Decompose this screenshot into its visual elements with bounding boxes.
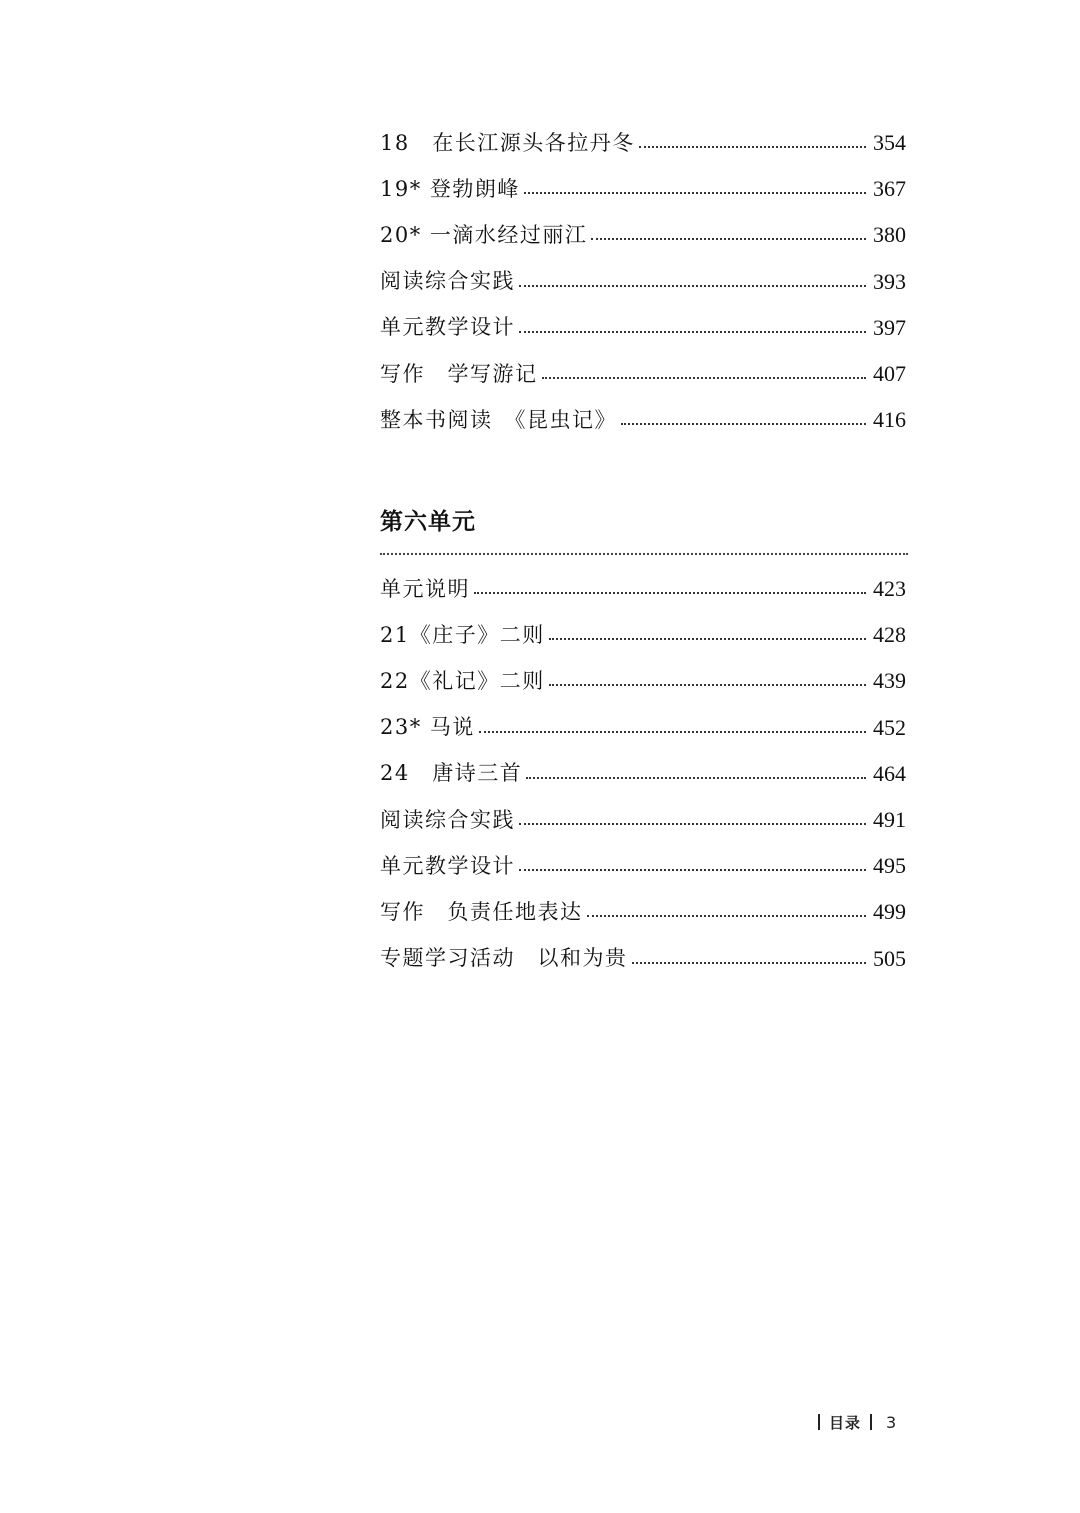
toc-entry-page: 397 <box>873 314 906 340</box>
toc-entry-title: 19* 登勃朗峰 <box>380 176 520 201</box>
toc-entry[interactable] <box>380 612 906 658</box>
dot-leader <box>549 684 866 686</box>
dot-leader <box>542 377 867 379</box>
toc-entry-title: 24 唐诗三首 <box>380 761 523 786</box>
footer-divider-right <box>870 1414 872 1430</box>
dot-leader <box>519 331 866 333</box>
footer-section-label: 目录 <box>829 1413 862 1432</box>
toc-entry-title: 单元教学设计 <box>380 853 515 878</box>
toc-entry-page: 452 <box>873 714 906 740</box>
toc-entry-title: 20* 一滴水经过丽江 <box>380 222 588 247</box>
toc-entry[interactable] <box>380 889 906 935</box>
toc-entry[interactable] <box>380 658 906 704</box>
toc-entry[interactable] <box>380 797 906 843</box>
toc-entry-title: 21《庄子》二则 <box>380 622 545 647</box>
toc-entry[interactable] <box>380 936 906 982</box>
toc-entry[interactable] <box>380 166 906 212</box>
toc-entry-title: 单元说明 <box>380 576 470 601</box>
toc-entry[interactable] <box>380 120 906 166</box>
toc-entry-page: 423 <box>873 576 906 602</box>
toc-entry-title: 写作 负责任地表达 <box>380 899 583 924</box>
toc-entry[interactable] <box>380 843 906 889</box>
toc-entry[interactable] <box>380 305 906 351</box>
toc-entry-page: 495 <box>873 853 906 879</box>
dot-leader <box>591 238 866 240</box>
toc-entry-page: 428 <box>873 622 906 648</box>
unit-heading: 第六单元 <box>380 509 476 535</box>
dot-leader <box>524 192 866 194</box>
toc-entry[interactable] <box>380 397 906 443</box>
toc-entry-title: 22《礼记》二则 <box>380 668 545 693</box>
toc-list-bottom <box>380 566 906 982</box>
toc-entry-page: 407 <box>873 361 906 387</box>
unit-divider <box>380 553 908 555</box>
toc-entry-page: 491 <box>873 807 906 833</box>
toc-entry-page: 464 <box>873 760 906 786</box>
toc-entry-title: 专题学习活动 以和为贵 <box>380 946 628 971</box>
toc-entry[interactable] <box>380 212 906 258</box>
dot-leader <box>479 731 866 733</box>
dot-leader <box>519 285 866 287</box>
toc-entry[interactable] <box>380 566 906 612</box>
page-footer <box>818 1407 896 1437</box>
toc-entry-page: 416 <box>873 407 906 433</box>
toc-entry-title: 18 在长江源头各拉丹冬 <box>380 130 635 155</box>
page-number: 3 <box>886 1412 897 1432</box>
dot-leader <box>549 638 866 640</box>
dot-leader <box>519 823 866 825</box>
toc-entry-title: 写作 学写游记 <box>380 361 538 386</box>
footer-divider-left <box>818 1414 820 1430</box>
toc-entry-title: 阅读综合实践 <box>380 269 515 294</box>
toc-entry-title: 单元教学设计 <box>380 315 515 340</box>
toc-entry-title: 23* 马说 <box>380 715 475 740</box>
toc-entry-title: 整本书阅读 《昆虫记》 <box>380 407 617 432</box>
toc-entry[interactable] <box>380 259 906 305</box>
toc-entry-page: 393 <box>873 268 906 294</box>
toc-entry-page: 439 <box>873 668 906 694</box>
dot-leader <box>587 915 867 917</box>
toc-entry[interactable] <box>380 751 906 797</box>
toc-entry-page: 380 <box>873 222 906 248</box>
dot-leader <box>526 777 866 779</box>
toc-list-top <box>380 120 906 443</box>
dot-leader <box>639 146 866 148</box>
toc-entry[interactable] <box>380 705 906 751</box>
dot-leader <box>474 592 866 594</box>
toc-entry-page: 499 <box>873 899 906 925</box>
dot-leader <box>632 962 867 964</box>
toc-entry-page: 367 <box>873 176 906 202</box>
dot-leader <box>519 869 866 871</box>
toc-entry[interactable] <box>380 351 906 397</box>
toc-entry-title: 阅读综合实践 <box>380 807 515 832</box>
toc-entry-page: 354 <box>873 130 906 156</box>
toc-entry-page: 505 <box>873 945 906 971</box>
dot-leader <box>621 423 866 425</box>
